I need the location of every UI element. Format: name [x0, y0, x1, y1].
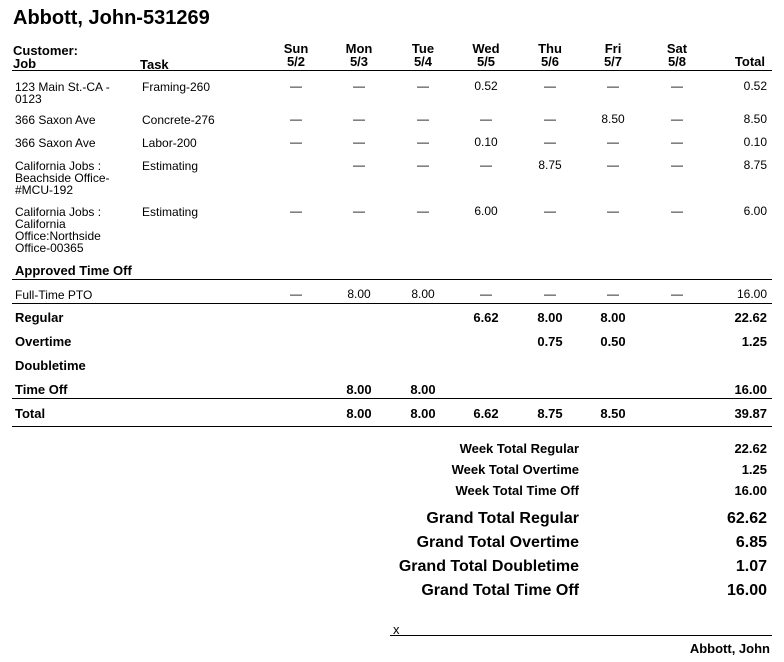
time-off-type: Full-Time PTO	[15, 288, 93, 302]
time-off-hours-cell: 8.00	[347, 287, 371, 301]
day-hours-cell: —	[417, 204, 429, 218]
job-name: California	[15, 217, 66, 231]
signature-name: Abbott, John	[689, 641, 770, 656]
day-hours-cell: 0.10	[474, 135, 498, 149]
summary-rule	[12, 303, 772, 304]
task-name: Estimating	[142, 159, 199, 173]
customer-header: Customer:	[13, 43, 79, 58]
week-total-label: Week Total Time Off	[455, 483, 579, 498]
total-label: Total	[15, 406, 46, 421]
time-off-hours-cell: —	[290, 287, 302, 301]
day-date-header: 5/3	[349, 54, 369, 69]
job-name: Office:Northside	[15, 229, 101, 243]
day-hours-cell: —	[544, 135, 556, 149]
week-total-label: Week Total Overtime	[451, 462, 579, 477]
day-hours-cell: —	[480, 158, 492, 172]
day-hours-cell: —	[353, 135, 365, 149]
summary-cell: 0.50	[600, 334, 626, 349]
summary-cell: 8.00	[346, 382, 372, 397]
job-header: Job	[13, 56, 37, 71]
task-name: Labor-200	[142, 136, 197, 150]
total-cell: 8.00	[346, 406, 372, 421]
summary-total: 22.62	[734, 310, 767, 325]
summary-cell: 6.62	[473, 310, 499, 325]
total-header: Total	[734, 54, 765, 69]
summary-label: Doubletime	[15, 358, 86, 373]
job-name: 366 Saxon Ave	[15, 136, 96, 150]
totals-rule	[12, 426, 772, 427]
day-hours-cell: —	[671, 135, 683, 149]
day-name-header: Wed	[472, 41, 500, 56]
day-hours-cell: —	[544, 112, 556, 126]
day-hours-cell: 6.00	[474, 204, 498, 218]
day-name-header: Tue	[411, 41, 435, 56]
day-hours-cell: —	[290, 112, 302, 126]
day-date-header: 5/2	[286, 54, 306, 69]
total-rule	[12, 398, 772, 399]
day-hours-cell: —	[290, 79, 302, 93]
job-name: California Jobs :	[15, 205, 102, 219]
task-header: Task	[140, 57, 169, 72]
day-date-header: 5/6	[540, 54, 560, 69]
day-hours-cell: —	[417, 79, 429, 93]
summary-label: Regular	[15, 310, 64, 325]
signature-mark: x	[393, 622, 400, 637]
day-hours-cell: —	[417, 112, 429, 126]
time-off-rule	[12, 279, 772, 280]
job-name: Office-00365	[15, 241, 84, 255]
grand-total-value: 16.00	[726, 582, 767, 599]
day-hours-cell: 8.50	[601, 112, 625, 126]
job-name: 366 Saxon Ave	[15, 113, 96, 127]
page-title: Abbott, John-531269	[13, 7, 210, 29]
day-hours-cell: —	[353, 79, 365, 93]
day-hours-cell: —	[290, 135, 302, 149]
week-total-value: 22.62	[734, 441, 767, 456]
week-total-label: Week Total Regular	[459, 441, 579, 456]
day-hours-cell: —	[671, 204, 683, 218]
time-off-hours-cell: —	[671, 287, 683, 301]
day-name-header: Mon	[345, 41, 373, 56]
day-hours-cell: —	[417, 158, 429, 172]
day-hours-cell: —	[671, 112, 683, 126]
day-hours-cell: —	[671, 79, 683, 93]
day-hours-cell: 8.75	[538, 158, 562, 172]
day-hours-cell: —	[290, 204, 302, 218]
day-date-header: 5/5	[476, 54, 496, 69]
week-total-value: 16.00	[734, 483, 767, 498]
day-date-header: 5/4	[413, 54, 433, 69]
total-cell: 8.50	[600, 406, 626, 421]
grand-total-label: Grand Total Overtime	[416, 534, 579, 551]
grand-total-value: 62.62	[726, 510, 767, 527]
grand-total-label: Grand Total Doubletime	[398, 558, 579, 575]
day-name-header: Thu	[538, 41, 562, 56]
row-total: 8.50	[743, 112, 767, 126]
day-hours-cell: —	[607, 158, 619, 172]
day-hours-cell: —	[607, 135, 619, 149]
day-date-header: 5/8	[667, 54, 687, 69]
day-hours-cell: 0.52	[474, 79, 498, 93]
day-hours-cell: —	[353, 158, 365, 172]
task-name: Framing-260	[142, 80, 211, 94]
summary-cell: 8.00	[537, 310, 563, 325]
day-hours-cell: —	[607, 204, 619, 218]
day-hours-cell: —	[607, 79, 619, 93]
time-off-hours-cell: —	[480, 287, 492, 301]
summary-cell: 8.00	[600, 310, 626, 325]
approved-time-off-heading: Approved Time Off	[15, 263, 132, 278]
summary-label: Time Off	[15, 382, 68, 397]
grand-total-label: Grand Total Time Off	[421, 582, 579, 599]
summary-cell: 8.00	[410, 382, 436, 397]
summary-total: 16.00	[734, 382, 767, 397]
day-hours-cell: —	[417, 135, 429, 149]
day-date-header: 5/7	[603, 54, 623, 69]
total-cell: 8.00	[410, 406, 436, 421]
time-off-hours-cell: —	[544, 287, 556, 301]
job-name: #MCU-192	[15, 183, 74, 197]
day-hours-cell: —	[544, 204, 556, 218]
grand-total-value: 1.07	[735, 558, 767, 575]
task-name: Estimating	[142, 205, 199, 219]
time-off-hours-cell: 8.00	[411, 287, 435, 301]
header-rule	[12, 70, 772, 71]
task-name: Concrete-276	[142, 113, 215, 127]
day-name-header: Sat	[666, 41, 688, 56]
summary-total: 1.25	[741, 334, 767, 349]
summary-label: Overtime	[15, 334, 72, 349]
day-hours-cell: —	[480, 112, 492, 126]
job-name: 123 Main St.-CA -	[15, 80, 110, 94]
day-hours-cell: —	[671, 158, 683, 172]
row-total: 0.52	[743, 79, 767, 93]
grand-total-label: Grand Total Regular	[426, 510, 579, 527]
day-name-header: Sun	[283, 41, 309, 56]
job-name: Beachside Office-	[15, 171, 110, 185]
day-name-header: Fri	[604, 41, 622, 56]
day-hours-cell: —	[353, 204, 365, 218]
job-name: California Jobs :	[15, 159, 102, 173]
row-total: 0.10	[743, 135, 767, 149]
row-total: 6.00	[743, 204, 767, 218]
time-off-hours-cell: —	[607, 287, 619, 301]
grand-total-value: 6.85	[735, 534, 767, 551]
week-total-value: 1.25	[741, 462, 767, 477]
total-cell: 8.75	[537, 406, 563, 421]
day-hours-cell: —	[353, 112, 365, 126]
grand-row-total: 39.87	[734, 406, 767, 421]
summary-cell: 0.75	[537, 334, 563, 349]
time-off-total: 16.00	[736, 287, 767, 301]
job-name: 0123	[15, 92, 42, 106]
signature-line	[390, 635, 772, 636]
day-hours-cell: —	[544, 79, 556, 93]
row-total: 8.75	[743, 158, 767, 172]
total-cell: 6.62	[473, 406, 499, 421]
